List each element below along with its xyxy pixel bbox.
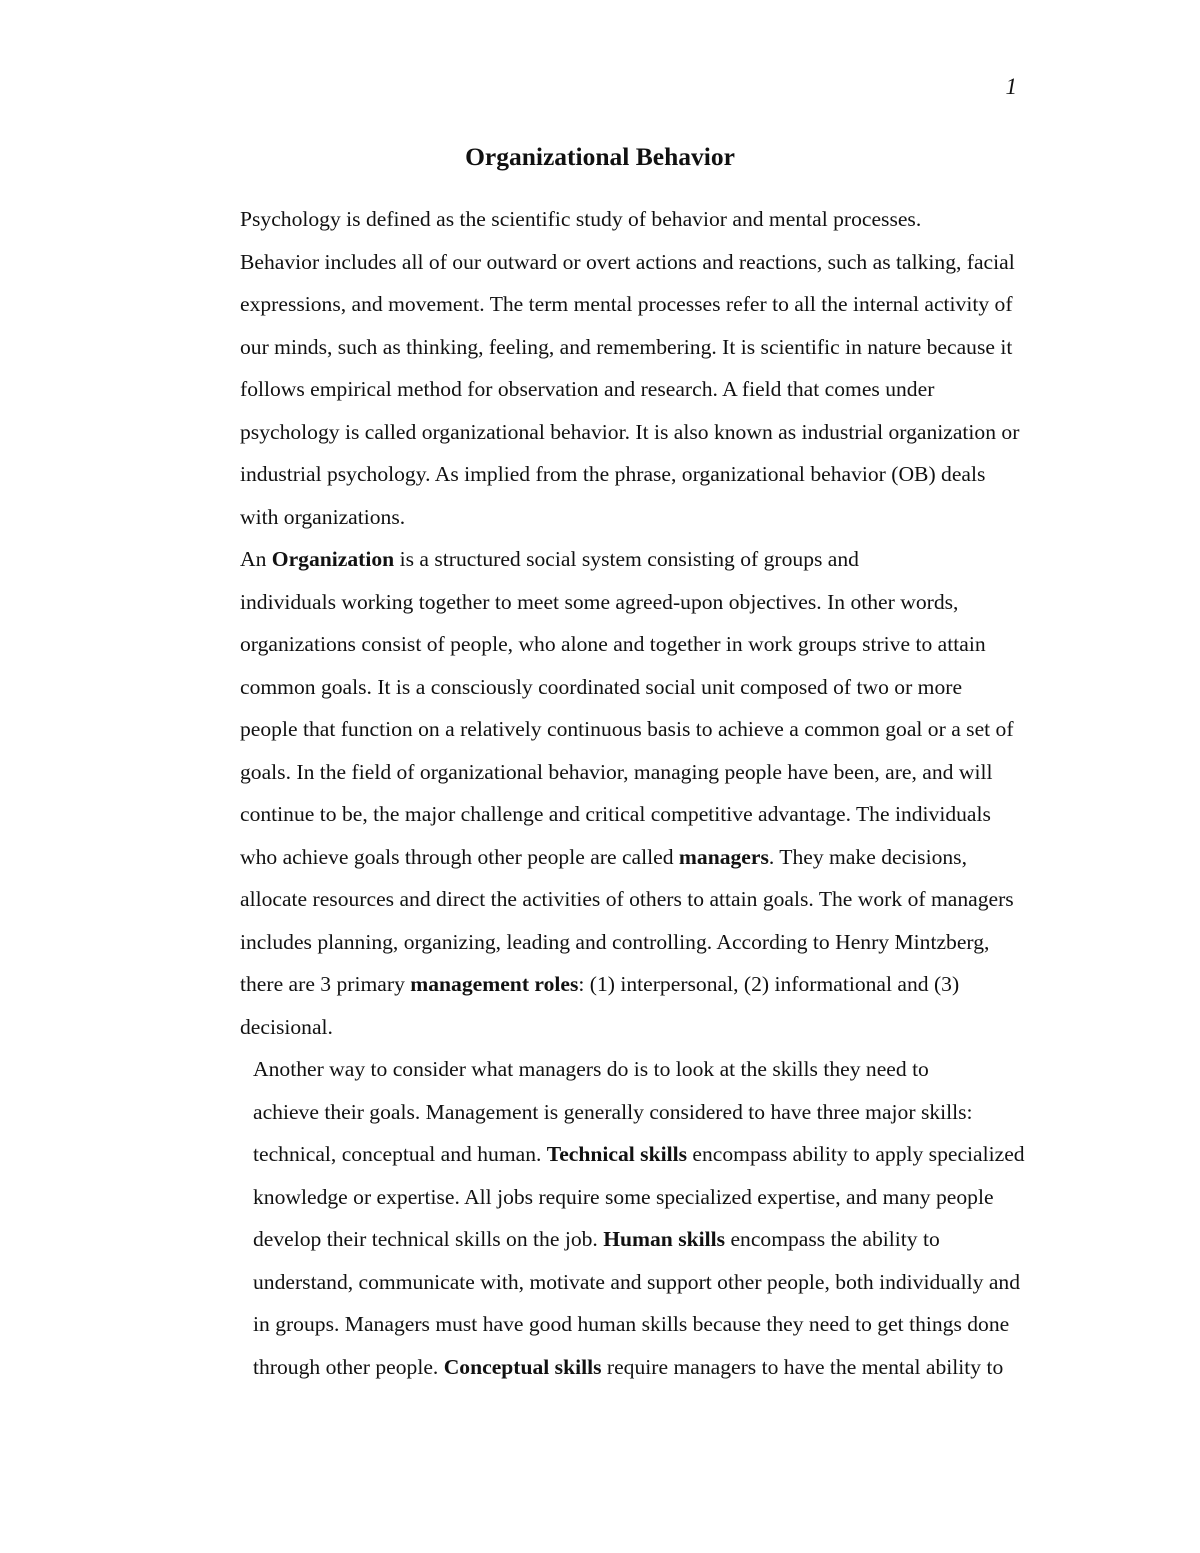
term-conceptual-skills: Conceptual skills [443, 1354, 602, 1379]
text-run: require managers to have the mental ability to [601, 1354, 1004, 1379]
text-line: goals. In the field of organizational behavior, managing people have been, are, and will [240, 759, 993, 784]
text-line: in groups. Managers must have good human skills because they need to get things done [253, 1312, 1010, 1336]
term-organization: Organization [271, 547, 395, 571]
text-line [176, 1133, 1036, 1176]
text-run: through other people. [253, 1354, 444, 1379]
document-title: Organizational Behavior [465, 142, 735, 171]
text-line: people that function on a relatively continuous basis to achieve a common goal or a set of [240, 717, 1014, 741]
text-line [176, 1346, 1036, 1389]
term-technical-skills: Technical skills [546, 1142, 687, 1166]
text-line [176, 836, 1036, 879]
text-run: is a structured social system consisting of groups and [394, 547, 859, 571]
text-run: encompass ability to apply specialized [687, 1142, 1025, 1166]
text-line: achieve their goals. Management is generally considered to have three major skills: [253, 1099, 973, 1124]
text-line: with organizations. [240, 504, 406, 529]
text-line [176, 963, 1036, 1006]
text-line: expressions, and movement. The term mental processes refer to all the internal activity of [240, 292, 1013, 316]
text-line: our minds, such as thinking, feeling, and remembering. It is scientific in nature because it [240, 334, 1013, 359]
text-line: Behavior includes all of our outward or overt actions and reactions, such as talking, facial [240, 249, 1015, 274]
text-line [176, 1218, 1036, 1261]
text-line: organizations consist of people, who alone and together in work groups strive to attain [240, 632, 986, 656]
text-line: knowledge or expertise. All jobs require some specialized expertise, and many people [253, 1184, 994, 1209]
text-line: decisional. [240, 1014, 333, 1039]
text-run: who achieve goals through other people are called [240, 844, 679, 869]
text-line: allocate resources and direct the activities of others to attain goals. The work of managers [240, 887, 1014, 911]
text-run: there are 3 primary [240, 972, 411, 996]
text-line: individuals working together to meet some agreed-upon objectives. In other words, [240, 589, 959, 614]
text-run: An [240, 547, 272, 571]
term-human-skills: Human skills [603, 1227, 726, 1251]
paragraph-managerial-skills [176, 1048, 1036, 1388]
text-run: technical, conceptual and human. [253, 1142, 547, 1166]
text-line: includes planning, organizing, leading and controlling. According to Henry Mintzberg, [240, 929, 990, 954]
paragraph-organization [176, 538, 1036, 1048]
text-line: understand, communicate with, motivate and support other people, both individually and [253, 1269, 1021, 1294]
term-managers: managers [678, 844, 769, 869]
text-line: common goals. It is a consciously coordinated social unit composed of two or more [240, 674, 963, 699]
term-management-roles: management roles [410, 972, 579, 996]
text-line: Another way to consider what managers do is to look at the skills they need to [253, 1057, 929, 1081]
text-run: . They make decisions, [768, 844, 967, 869]
document-body [176, 198, 1036, 1388]
page-number: 1 [1005, 74, 1017, 99]
text-run: encompass the ability to [725, 1227, 940, 1251]
text-line: industrial psychology. As implied from the phrase, organizational behavior (OB) deals [240, 462, 986, 486]
paragraph-psychology [176, 198, 1036, 538]
text-line [176, 538, 1036, 581]
text-line: Psychology is defined as the scientific study of behavior and mental processes. [240, 207, 922, 231]
text-line: continue to be, the major challenge and critical competitive advantage. The individuals [240, 802, 991, 826]
text-run: : (1) interpersonal, (2) informational and (3) [578, 972, 960, 996]
text-line: follows empirical method for observation and research. A field that comes under [240, 377, 935, 401]
text-line: psychology is called organizational behavior. It is also known as industrial organization or [240, 419, 1020, 444]
text-run: develop their technical skills on the job. [253, 1227, 604, 1251]
